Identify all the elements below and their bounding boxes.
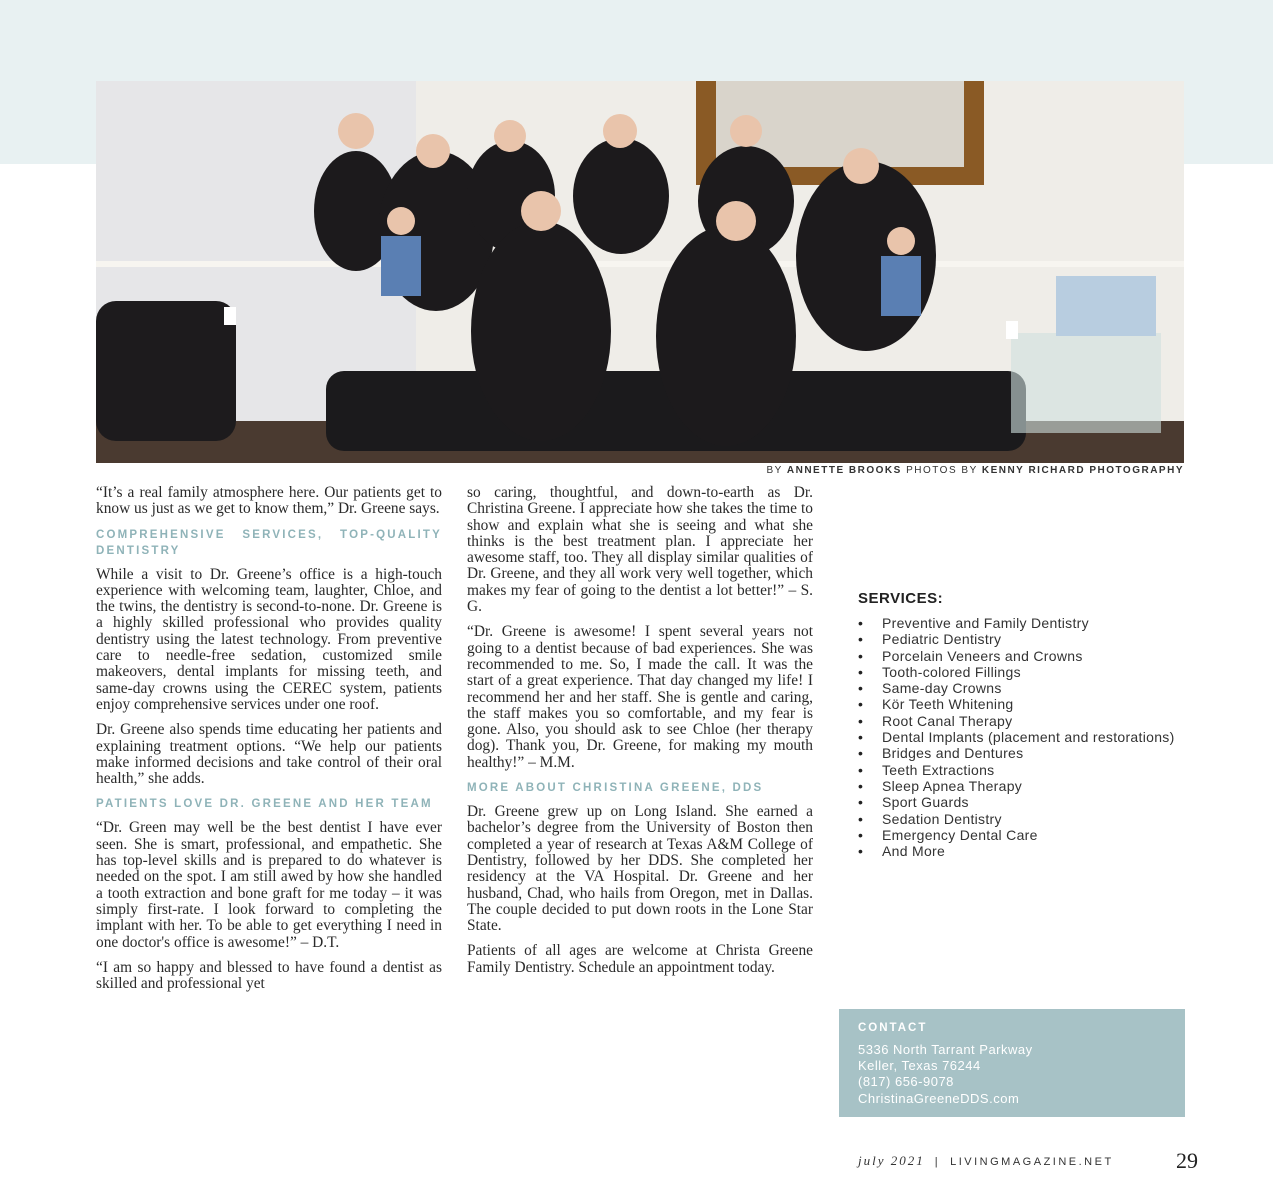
- services-list: [858, 615, 1188, 859]
- section-heading: MORE ABOUT CHRISTINA GREENE, DDS: [467, 782, 764, 795]
- footer-site-link[interactable]: LIVINGMAGAZINE.NET: [950, 1156, 1114, 1168]
- testimonial: “Dr. Green may well be the best dentist I have ever seen. She is smart, professional, and empathetic. She has top-level skills and is prepared to do whatever is needed on the spot. I am still awed by how she handled a tooth extraction and bone graft for me today – it was simply first-rate. I look forward to completing the implant with her. To be able to get everything I need in one doctor's office is awesome!” – D.T.: [96, 819, 442, 951]
- contact-phone: (817) 656-9078: [858, 1074, 954, 1090]
- service-item: • Pediatric Dentistry: [878, 631, 1188, 647]
- page-footer: [858, 1153, 1114, 1169]
- service-item: • Sleep Apnea Therapy: [878, 778, 1188, 794]
- contact-website-link[interactable]: ChristinaGreeneDDS.com: [858, 1090, 1020, 1106]
- credits-photos-label: PHOTOS BY: [906, 465, 978, 476]
- section-heading: COMPREHENSIVE SERVICES, TOP-QUALITY DENTISTRY: [96, 528, 442, 557]
- credits-photographer: KENNY RICHARD PHOTOGRAPHY: [981, 465, 1184, 476]
- footer-issue-date: july 2021: [858, 1153, 925, 1168]
- service-item: • Emergency Dental Care: [878, 827, 1188, 843]
- paragraph: Dr. Greene grew up on Long Island. She earned a bachelor’s degree from the University of Boston then completed a year of research at Texas A&M College of Dentistry, followed by her DDS. She completed her residency at the VA Hospital. Dr. Greene and her husband, Chad, who hails from Oregon, met in Dallas. The couple decided to put down roots in the Lone Star State.: [467, 803, 813, 935]
- service-item: • Same-day Crowns: [878, 680, 1188, 696]
- services-box: [858, 590, 1188, 859]
- article-column-1: [96, 485, 442, 1001]
- footer-separator: |: [934, 1156, 941, 1168]
- testimonial: so caring, thoughtful, and down-to-earth as Dr. Christina Greene. I appreciate how she takes the time to show and explain what she is seeing and what she thinks is the best treatment plan. I appreciate her awesome staff, too. They all display similar qualities of Dr. Greene, and they all work very well together, which makes my fear of going to the dentist a lot better!” – S. G.: [467, 484, 813, 616]
- service-item: • Porcelain Veneers and Crowns: [878, 648, 1188, 664]
- photo-credits: [96, 465, 1184, 476]
- testimonial: “Dr. Greene is awesome! I spent several years not going to a dentist because of bad experiences. She was recommended to me. So, I made the call. It was the start of a great experience. That day changed my life! I recommend her and her staff. She is gentle and caring, the staff makes you so comfortable, and my fear is gone. Also, you should ask to see Chloe (her therapy dog). Thank you, Dr. Greene, for making my mouth healthy!” – M.M.: [467, 623, 813, 771]
- service-item: • Root Canal Therapy: [878, 713, 1188, 729]
- service-item: • Tooth-colored Fillings: [878, 664, 1188, 680]
- contact-title: CONTACT: [858, 1022, 928, 1034]
- contact-address-line-1: 5336 North Tarrant Parkway: [858, 1042, 1033, 1057]
- testimonial: “I am so happy and blessed to have found a dentist as skilled and professional yet: [96, 958, 442, 993]
- service-item: • Kör Teeth Whitening: [878, 696, 1188, 712]
- service-item: • And More: [878, 843, 1188, 859]
- service-item: • Teeth Extractions: [878, 762, 1188, 778]
- section-heading: PATIENTS LOVE DR. GREENE AND HER TEAM: [96, 798, 433, 811]
- service-item: • Preventive and Family Dentistry: [878, 615, 1188, 631]
- paragraph: Patients of all ages are welcome at Christa Greene Family Dentistry. Schedule an appointment today.: [467, 942, 813, 976]
- service-item: • Sedation Dentistry: [878, 811, 1188, 827]
- credits-by-label: BY: [766, 465, 783, 476]
- credits-author: ANNETTE BROOKS: [786, 465, 902, 476]
- article-column-2: [467, 485, 813, 985]
- service-item: • Sport Guards: [878, 794, 1188, 810]
- paragraph: While a visit to Dr. Greene’s office is a high-touch experience with welcoming team, laughter, Chloe, and the twins, the dentistry is second-to-none. Dr. Greene is a highly skilled professional who provides quality dentistry using the latest technology. From preventive care to needle-free sedation, customized smile makeovers, dental implants for missing teeth, and same-day crowns using the CEREC system, patients enjoy comprehensive services under one roof.: [96, 565, 442, 713]
- paragraph: Dr. Greene also spends time educating her patients and explaining treatment options. “We help our patients make informed decisions and take control of their oral health,” she adds.: [96, 721, 442, 788]
- paragraph: “It’s a real family atmosphere here. Our patients get to know us just as we get to know them,” Dr. Greene says.: [96, 484, 442, 518]
- team-photo: [96, 81, 1184, 463]
- service-item: • Dental Implants (placement and restorations): [878, 729, 1188, 745]
- contact-box: [839, 1009, 1185, 1117]
- services-title: SERVICES:: [858, 590, 944, 607]
- page-number: 29: [1176, 1148, 1198, 1173]
- service-item: • Bridges and Dentures: [878, 745, 1188, 761]
- contact-address-line-2: Keller, Texas 76244: [858, 1058, 981, 1074]
